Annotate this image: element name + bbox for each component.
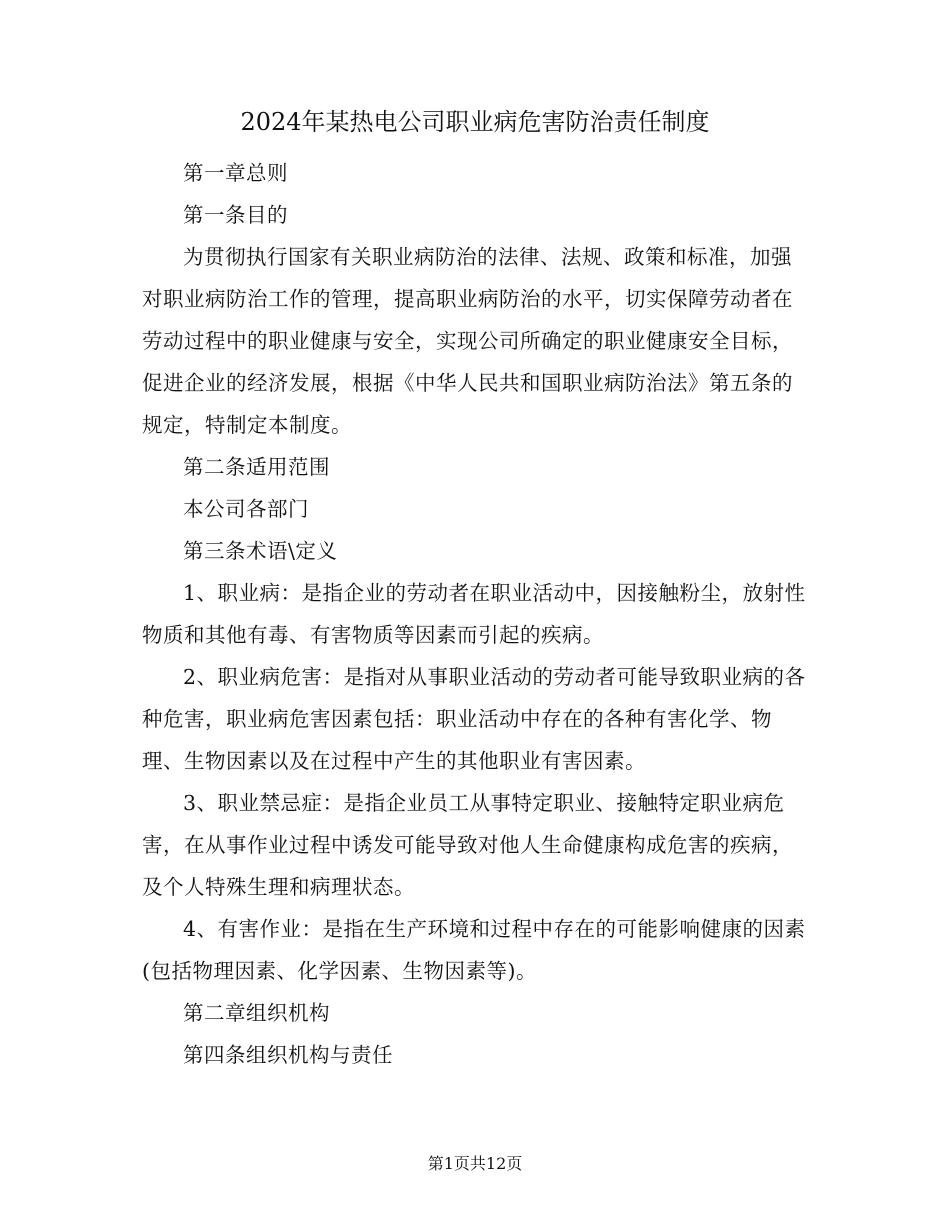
page-number: 第1页共12页 (427, 1154, 523, 1173)
article-heading: 第四条组织机构与责任 (183, 1043, 393, 1067)
document-body (142, 152, 808, 1076)
definition-paragraph: 3、职业禁忌症：是指企业员工从事特定职业、接触特定职业病危害，在从事作业过程中诱发可能导致对他人生命健康构成危害的疾病，及个人特殊生理和病理状态。 (142, 791, 793, 899)
definition-paragraph: 2、职业病危害：是指对从事职业活动的劳动者可能导致职业病的各种危害，职业病危害因素包括：职业活动中存在的各种有害化学、物理、生物因素以及在过程中产生的其他职业有害因素。 (142, 665, 806, 773)
definition-paragraph: 4、有害作业：是指在生产环境和过程中存在的可能影响健康的因素(包括物理因素、化学因素、生物因素等)。 (142, 917, 806, 983)
document-title: 2024年某热电公司职业病危害防治责任制度 (240, 108, 710, 136)
body-paragraph: 为贯彻执行国家有关职业病防治的法律、法规、政策和标准，加强对职业病防治工作的管理，提高职业病防治的水平，切实保障劳动者在劳动过程中的职业健康与安全，实现公司所确定的职业健康安全目标，促进企业的经济发展，根据《中华人民共和国职业病防治法》第五条的规定，特制定本制度。 (142, 245, 793, 437)
article-heading: 第一条目的 (183, 203, 288, 227)
definition-paragraph: 1、职业病：是指企业的劳动者在职业活动中，因接触粉尘，放射性物质和其他有毒、有害物质等因素而引起的疾病。 (142, 581, 806, 647)
article-heading: 第二条适用范围 (183, 455, 330, 479)
chapter-heading: 第二章组织机构 (183, 1001, 330, 1025)
chapter-heading: 第一章总则 (183, 161, 288, 185)
body-paragraph: 本公司各部门 (183, 497, 309, 521)
article-heading: 第三条术语\定义 (183, 539, 338, 563)
